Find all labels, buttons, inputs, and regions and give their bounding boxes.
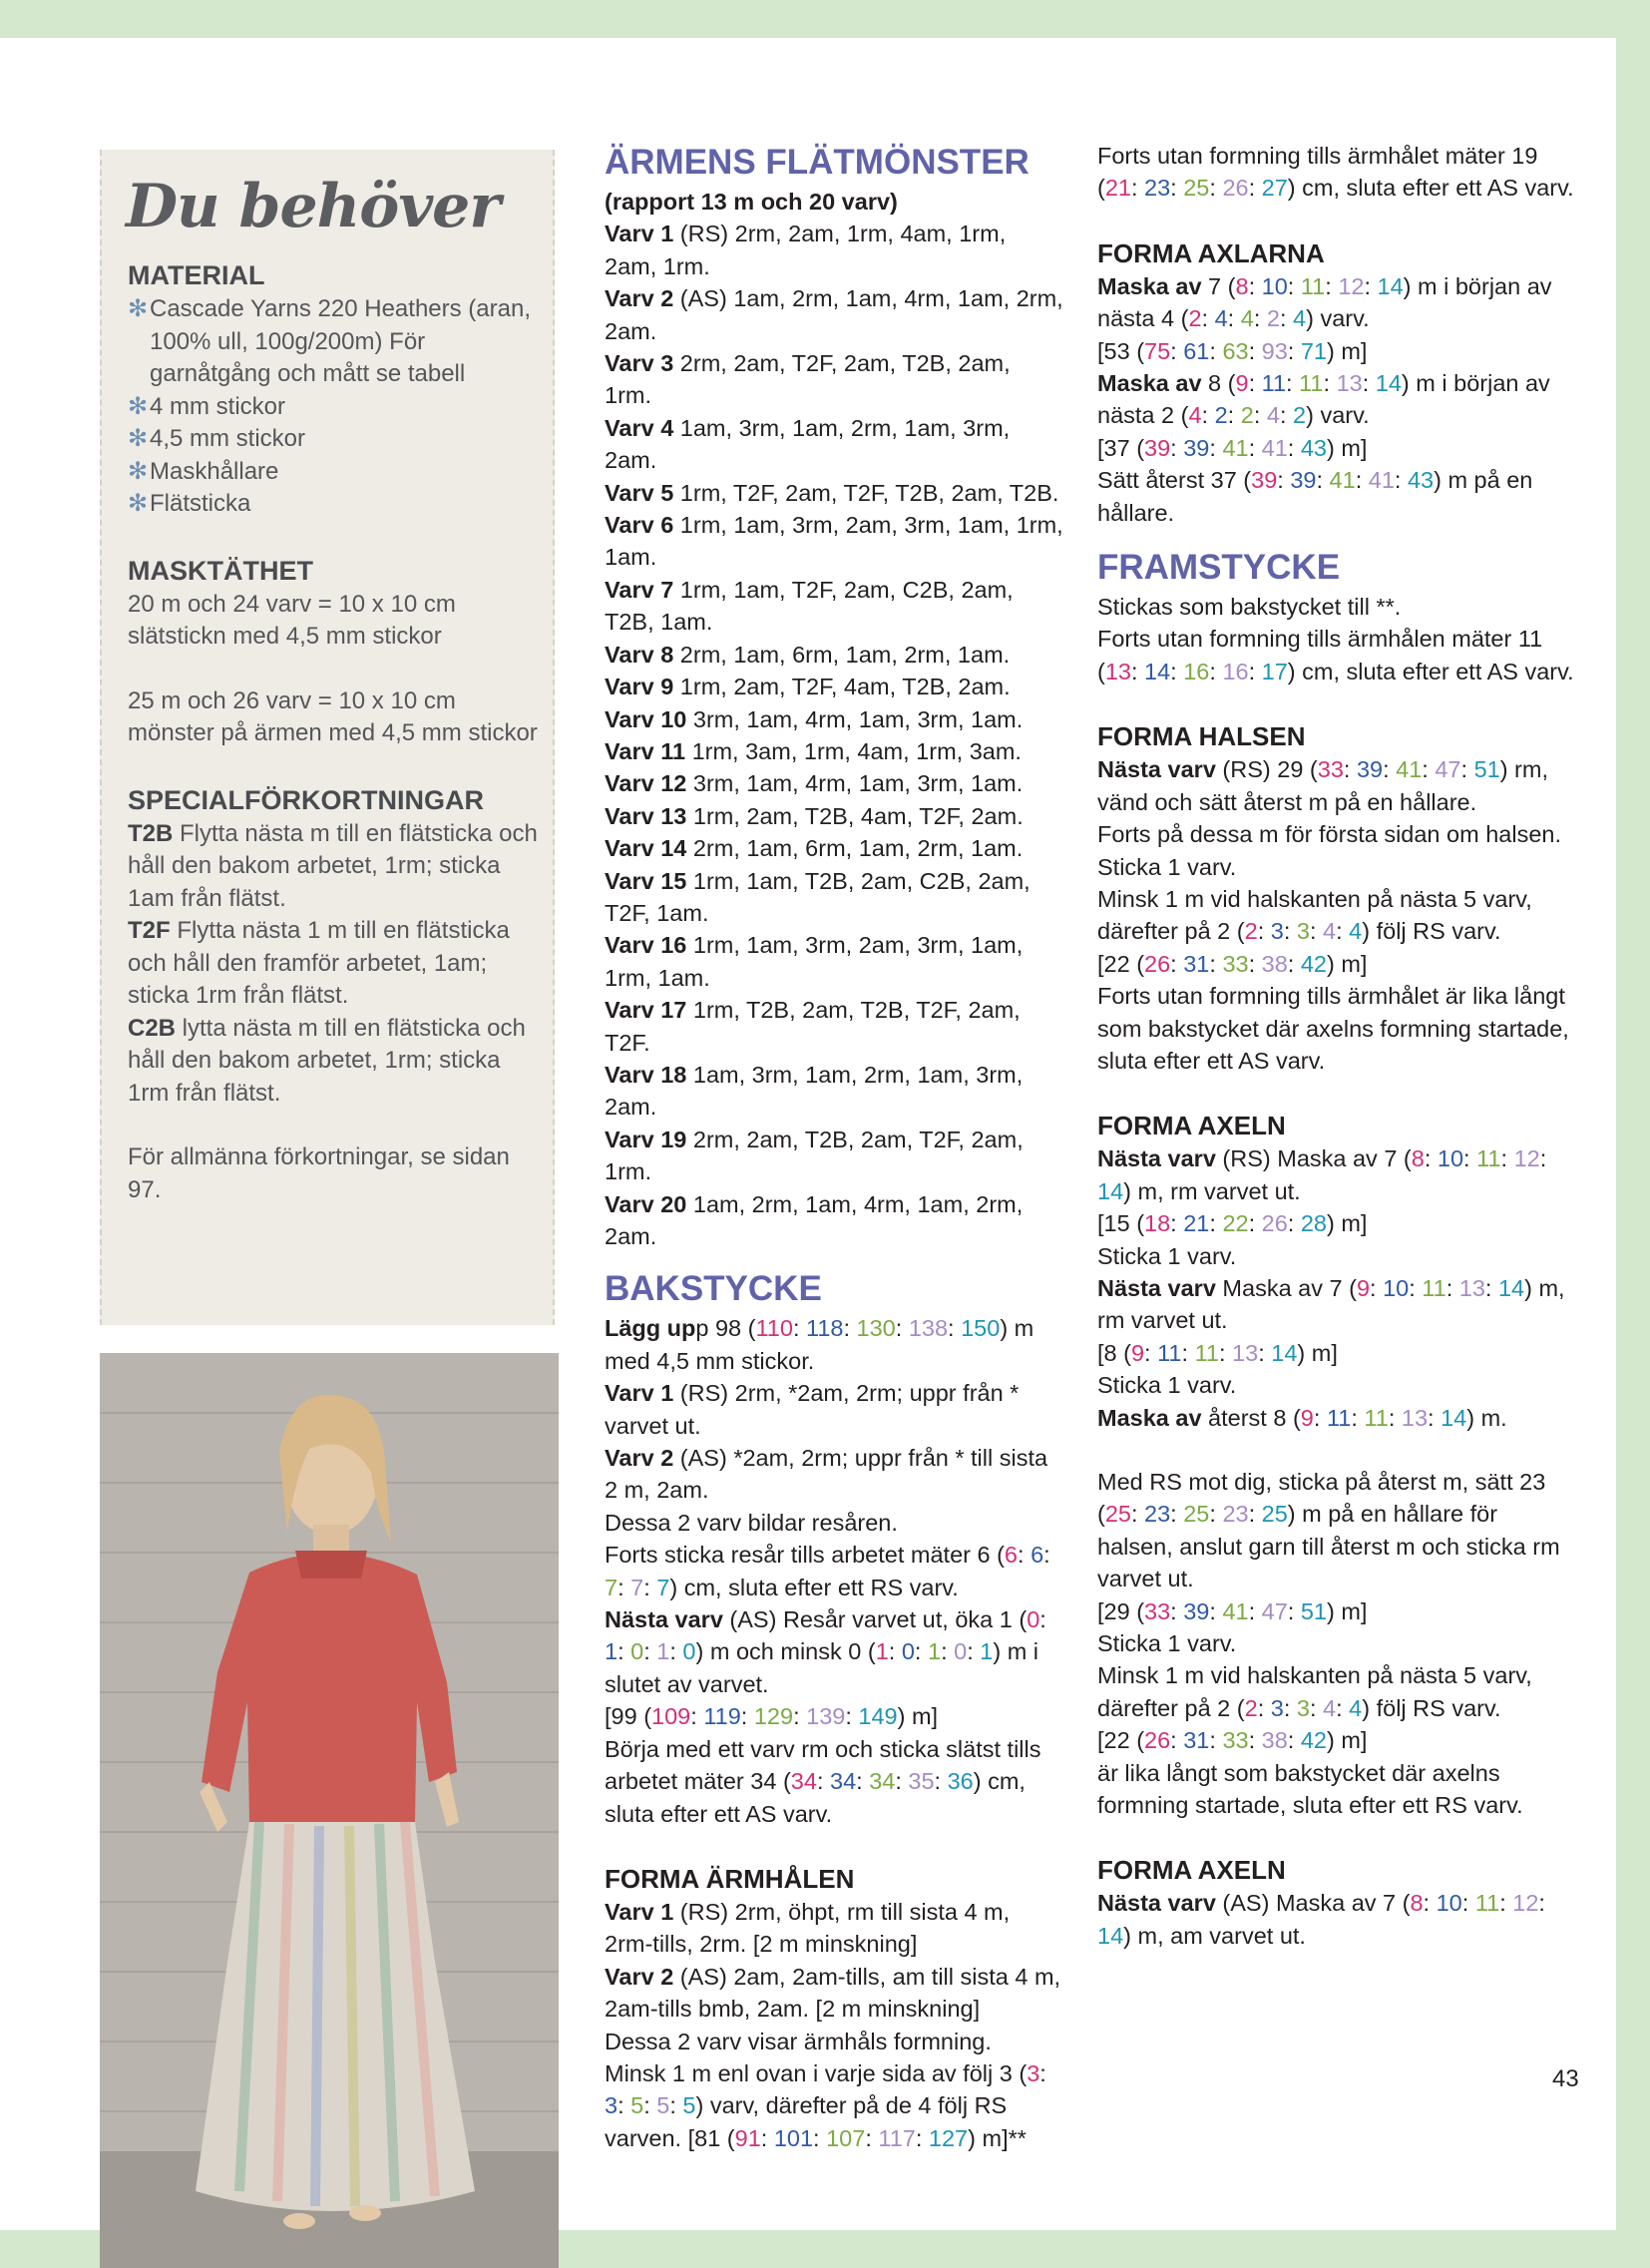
sleeve-cable-heading: ÄRMENS FLÄTMÖNSTER (605, 143, 1030, 182)
abbreviation: T2F Flytta nästa 1 m till en flätsticka och håll den framför arbetet, 1am; sticka 1rm från flätst. (128, 917, 510, 1009)
stitch-count: [8 (9: 11: 11: 13: 14) m] (1097, 1339, 1338, 1366)
gauge-text-2: 25 m och 26 varv = 10 x 10 cm mönster på ärmen med 4,5 mm stickor (128, 686, 538, 746)
stitch-count: [37 (39: 39: 41: 41: 43) m] (1097, 434, 1368, 461)
cable-row: Varv 14 2rm, 1am, 6rm, 1am, 2rm, 1am. (605, 835, 1024, 862)
page-number: 43 (1552, 2065, 1579, 2092)
snowflake-bullet-icon: ✻ (128, 425, 149, 452)
cable-row: Varv 12 3rm, 1am, 4rm, 1am, 3rm, 1am. (605, 770, 1024, 797)
cable-row: Varv 6 1rm, 1am, 3rm, 2am, 3rm, 1am, 1rm, 1am. (605, 512, 1063, 571)
shoulder-row: Nästa varv Maska av 7 (9: 10: 11: 13: 14) m, rm varvet ut. (1097, 1274, 1565, 1334)
cable-row: Varv 7 1rm, 1am, T2F, 2am, C2B, 2am, T2B, 1am. (605, 576, 1014, 636)
other-continue: är lika långt som bakstycket där axelns formning startade, sluta efter ett RS varv. (1097, 1759, 1523, 1819)
model-photo (100, 1353, 559, 2268)
abbreviation: T2B Flytta nästa m till en flätsticka och håll den bakom arbetet, 1rm; sticka 1am från flätst. (128, 819, 538, 912)
stitch-count: [15 (18: 21: 22: 26: 28) m] (1097, 1210, 1368, 1237)
snowflake-bullet-icon: ✻ (128, 490, 149, 517)
abbreviation: C2B lytta nästa m till en flätsticka och håll den bakom arbetet, 1rm; sticka 1rm från flätst. (128, 1014, 526, 1107)
front-continue: Forts utan formning tills ärmhålen mäter 11 (13: 14: 16: 16: 17) cm, sluta efter ett AS varv. (1097, 626, 1574, 684)
rib-continue: Forts sticka resår tills arbetet mäter 6 (6: 6: 7: 7: 7) cm, sluta efter ett RS varv. (605, 1542, 1050, 1600)
stitch-count: [53 (75: 61: 63: 93: 71) m] (1097, 337, 1368, 364)
cable-row: Varv 19 2rm, 2am, T2B, 2am, T2F, 2am, 1rm. (605, 1126, 1024, 1185)
pattern-column-1 (605, 140, 1063, 2154)
material-item: ✻4 mm stickor (128, 391, 547, 424)
neck-note: Forts på dessa m för första sidan om halsen. (1097, 821, 1561, 848)
shoulder-heading: FORMA AXELN (1097, 1111, 1286, 1141)
material-heading: MATERIAL (128, 260, 265, 290)
shoulder-note: Sticka 1 varv. (1097, 1242, 1237, 1269)
model-illustration (100, 1353, 559, 2268)
armhole-continue: Forts utan formning tills ärmhålet mäter 19 (21: 23: 25: 26: 27) cm, sluta efter ett AS varv. (1097, 143, 1574, 202)
pattern-column-2 (1097, 140, 1576, 1952)
cable-row: Varv 17 1rm, T2B, 2am, T2B, T2F, 2am, T2F. (605, 997, 1021, 1056)
shoulder-row: Nästa varv (AS) Maska av 7 (8: 10: 11: 12: 14) m, am varvet ut. (1097, 1890, 1545, 1949)
material-item: ✻4,5 mm stickor (128, 423, 547, 456)
snowflake-bullet-icon: ✻ (128, 392, 149, 420)
cable-row: Varv 4 1am, 3rm, 1am, 2rm, 1am, 3rm, 2am. (605, 414, 1011, 474)
cable-row: Varv 18 1am, 3rm, 1am, 2rm, 1am, 3rm, 2am. (605, 1061, 1024, 1121)
front-note: Stickas som bakstycket till **. (1097, 594, 1402, 621)
back-next-row: Nästa varv (AS) Resår varvet ut, öka 1 (0: 1: 0: 1: 0) m och minsk 0 (1: 0: 1: 0: 1) m i slutet av varvet. (605, 1606, 1046, 1697)
rib-note: Dessa 2 varv bildar resåren. (605, 1509, 898, 1536)
armhole-note: Dessa 2 varv visar ärmhåls formning. (605, 2028, 992, 2054)
front-heading: FRAMSTYCKE (1097, 548, 1341, 588)
stitch-count: [99 (109: 119: 129: 139: 149) m] (605, 1703, 939, 1730)
shoulder-heading-2: FORMA AXELN (1097, 1855, 1286, 1886)
armhole-row: Varv 2 (AS) 2am, 2am-tills, am till sista 4 m, 2am-tills bmb, 2am. [2 m minskning] (605, 1963, 1061, 2023)
armhole-row: Varv 1 (RS) 2rm, öhpt, rm till sista 4 m, 2rm-tills, 2rm. [2 m minskning] (605, 1898, 1011, 1958)
shoulder-note: Sticka 1 varv. (1097, 1372, 1237, 1399)
shoulder-row: Maska av återst 8 (9: 11: 11: 13: 14) m. (1097, 1404, 1507, 1431)
stitch-count: [29 (33: 39: 41: 47: 51) m] (1097, 1597, 1368, 1624)
neck-note: Sticka 1 varv. (1097, 853, 1237, 880)
cable-row: Varv 15 1rm, 1am, T2B, 2am, C2B, 2am, T2F, 1am. (605, 867, 1031, 926)
holder-instruction: Sätt återst 37 (39: 39: 41: 41: 43) m på en hållare. (1097, 467, 1533, 526)
cable-row: Varv 8 2rm, 1am, 6rm, 1am, 2rm, 1am. (605, 641, 1011, 668)
stitch-count: [22 (26: 31: 33: 38: 42) m] (1097, 950, 1368, 977)
gauge-text-1: 20 m och 24 varv = 10 x 10 cm slätstickn med 4,5 mm stickor (128, 590, 456, 650)
armhole-heading: FORMA ÄRMHÅLEN (605, 1863, 855, 1894)
snowflake-bullet-icon: ✻ (128, 295, 149, 322)
cable-row: Varv 16 1rm, 1am, 3rm, 2am, 3rm, 1am, 1rm, 1am. (605, 932, 1024, 991)
neck-decrease: Minsk 1 m vid halskanten på nästa 5 varv, därefter på 2 (2: 3: 3: 4: 4) följ RS varv. (1097, 885, 1532, 945)
stitch-count: [22 (26: 31: 33: 38: 42) m] (1097, 1727, 1368, 1754)
general-abbreviations-note: För allmänna förkortningar, se sidan 97. (128, 1143, 510, 1203)
cable-row: Varv 20 1am, 2rm, 1am, 4rm, 1am, 2rm, 2am. (605, 1190, 1024, 1249)
cable-row: Varv 9 1rm, 2am, T2F, 4am, T2B, 2am. (605, 674, 1011, 700)
neck-heading: FORMA HALSEN (1097, 721, 1306, 752)
stockinette-instruction: Börja med ett varv rm och sticka slätst tills arbetet mäter 34 (34: 34: 34: 35: 36) cm, sluta efter ett AS varv. (605, 1735, 1041, 1827)
cable-row: Varv 1 (RS) 2rm, 2am, 1rm, 4am, 1rm, 2am, 1rm. (605, 221, 1007, 279)
other-note: Sticka 1 varv. (1097, 1630, 1237, 1657)
cable-row: Varv 13 1rm, 2am, T2B, 4am, T2F, 2am. (605, 802, 1024, 829)
back-row: Varv 2 (AS) *2am, 2rm; uppr från * till sista 2 m, 2am. (605, 1445, 1048, 1504)
shoulder-row: Nästa varv (RS) Maska av 7 (8: 10: 11: 12: 14) m, rm varvet ut. (1097, 1145, 1547, 1204)
material-item: ✻Cascade Yarns 220 Heathers (aran, 100% ull, 100g/200m) För garnåtgång och mått se tabell (128, 295, 531, 387)
armhole-decrease: Minsk 1 m enl ovan i varje sida av följ 3 (3: 3: 5: 5: 5) varv, därefter på de 4 följ RS varven. [81 (91: 101: 107: 117: 127) m]** (605, 2059, 1046, 2151)
cable-row: Varv 11 1rm, 3am, 1rm, 4am, 1rm, 3am. (605, 737, 1022, 764)
materials-content (128, 257, 547, 1206)
neck-row: Nästa varv (RS) 29 (33: 39: 41: 47: 51) rm, vänd och sätt återst m på en hållare. (1097, 756, 1548, 815)
other-decrease: Minsk 1 m vid halskanten på nästa 5 varv, därefter på 2 (2: 3: 3: 4: 4) följ RS varv. (1097, 1662, 1532, 1721)
cast-on: Lägg upp 98 (110: 118: 130: 138: 150) m med 4,5 mm stickor. (605, 1315, 1034, 1374)
cable-repeat-note: (rapport 13 m och 20 varv) (605, 189, 898, 215)
back-row: Varv 1 (RS) 2rm, *2am, 2rm; uppr från * varvet ut. (605, 1380, 1020, 1439)
material-item: ✻Maskhållare (128, 456, 547, 489)
bind-off: Maska av 8 (9: 11: 11: 13: 14) m i början av nästa 2 (4: 2: 2: 4: 2) varv. (1097, 370, 1550, 429)
du-behover-title: Du behöver (126, 172, 500, 241)
snowflake-bullet-icon: ✻ (128, 457, 149, 485)
cable-row: Varv 5 1rm, T2F, 2am, T2F, T2B, 2am, T2B. (605, 479, 1059, 506)
shoulders-heading: FORMA AXLARNA (1097, 237, 1325, 268)
neck-continue: Forts utan formning tills ärmhålet är lika långt som bakstycket där axelns formning startade, sluta efter ett AS varv. (1097, 983, 1569, 1074)
gauge-heading: MASKTÄTHET (128, 555, 313, 586)
back-heading: BAKSTYCKE (605, 1269, 822, 1309)
cable-row: Varv 3 2rm, 2am, T2F, 2am, T2B, 2am, 1rm. (605, 350, 1011, 409)
material-item: ✻Flätsticka (128, 488, 547, 521)
cable-row: Varv 10 3rm, 1am, 4rm, 1am, 3rm, 1am. (605, 705, 1024, 732)
bind-off: Maska av 7 (8: 10: 11: 12: 14) m i början av nästa 4 (2: 4: 4: 2: 4) varv. (1097, 272, 1552, 332)
other-side-instruction: Med RS mot dig, sticka på återst m, sätt 23 (25: 23: 25: 23: 25) m på en hållare för halsen, anslut garn till återst m och sticka rm varvet ut. (1097, 1469, 1560, 1592)
material-list (128, 293, 547, 521)
abbreviations-heading: SPECIALFÖRKORTNINGAR (128, 784, 484, 815)
cable-row: Varv 2 (AS) 1am, 2rm, 1am, 4rm, 1am, 2rm, 2am. (605, 285, 1063, 344)
